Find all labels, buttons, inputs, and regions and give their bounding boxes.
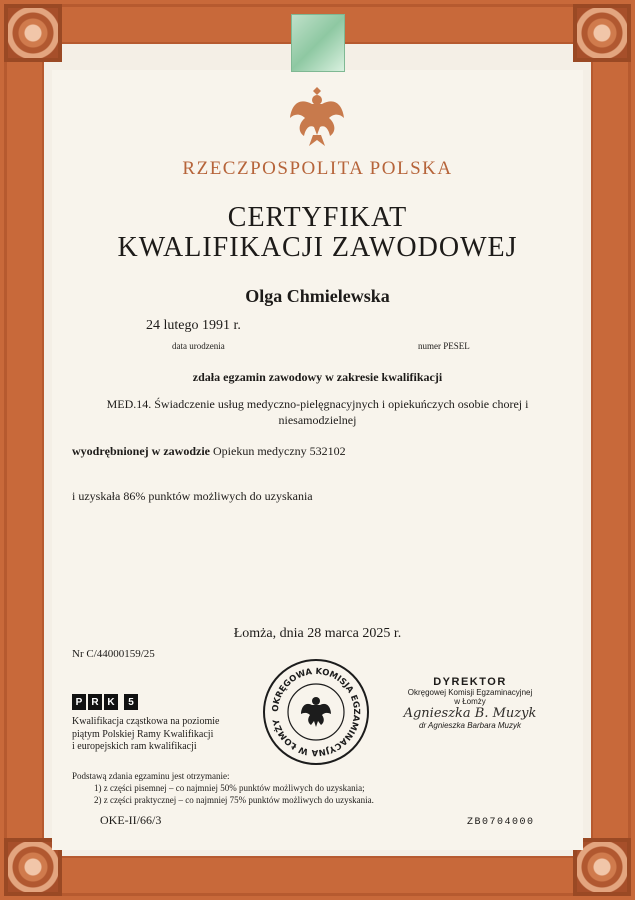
republic-heading: RZECZPOSPOLITA POLSKA — [182, 158, 453, 179]
certificate-number: Nr C/44000159/25 — [72, 648, 155, 660]
certificate-title: CERTYFIKAT — [227, 202, 408, 233]
director-org-line2: w Łomży — [454, 697, 486, 706]
qualification-name: MED.14. Świadczenie usług medyczno-pielęgnacyjnych i opiekuńczych osobie chorej i niesamodzielnej — [106, 397, 529, 428]
prk-level-badge — [72, 694, 140, 710]
pass-criteria-intro: Podstawą zdania egzaminu jest otrzymanie: — [72, 771, 230, 781]
form-code: OKE-II/66/3 — [100, 813, 162, 827]
pesel-label: numer PESEL — [418, 341, 470, 351]
director-signature-block — [395, 676, 545, 730]
pass-criteria-item: 2) z części praktycznej – co najmniej 75% punktów możliwych do uzyskania. — [94, 795, 374, 806]
pass-criteria — [72, 770, 552, 806]
prk-description — [72, 716, 252, 754]
birth-date: 24 lutego 1991 r. — [146, 318, 241, 333]
prk-description-line: Kwalifikacja cząstkowa na poziomie — [72, 716, 220, 727]
prk-level: 5 — [124, 694, 138, 710]
prk-description-line: i europejskich ram kwalifikacji — [72, 741, 197, 752]
occupation-prefix: wyodrębnionej w zawodzie — [72, 444, 210, 458]
prk-letter: R — [88, 694, 102, 710]
passed-statement: zdała egzamin zawodowy w zakresie kwalifikacji — [192, 370, 443, 384]
pass-criteria-item: 1) z części pisemnej – co najmniej 50% punktów możliwych do uzyskania; — [94, 783, 365, 794]
score-statement: i uzyskała 86% punktów możliwych do uzyskania — [72, 489, 313, 503]
certificate-subtitle: KWALIFIKACJI ZAWODOWEJ — [117, 232, 518, 263]
seal-text: OKRĘGOWA KOMISJA EGZAMINACYJNA W ŁOMŻY — [270, 666, 362, 758]
occupation-value: Opiekun medyczny 532102 — [213, 444, 346, 458]
birth-date-label: data urodzenia — [172, 341, 225, 351]
corner-ornament-top-right — [573, 4, 631, 62]
prk-description-line: piątym Polskiej Ramy Kwalifikacji — [72, 728, 214, 740]
eagle-emblem-icon — [287, 82, 347, 148]
official-seal — [262, 658, 370, 766]
holder-name: Olga Chmielewska — [245, 286, 390, 306]
handwritten-signature: Agnieszka B. Muzyk — [403, 706, 537, 721]
prk-letter: P — [72, 694, 86, 710]
corner-ornament-top-left — [4, 4, 62, 62]
director-name: dr Agnieszka Barbara Muzyk — [419, 721, 521, 730]
director-org-line1: Okręgowej Komisji Egzaminacyjnej — [407, 688, 533, 697]
prk-letter: K — [104, 694, 118, 710]
serial-number: ZB0704000 — [467, 817, 535, 828]
place-and-date: Łomża, dnia 28 marca 2025 r. — [233, 626, 402, 641]
director-title: DYREKTOR — [433, 676, 507, 688]
security-hologram — [291, 14, 345, 72]
occupation-line — [72, 444, 346, 459]
